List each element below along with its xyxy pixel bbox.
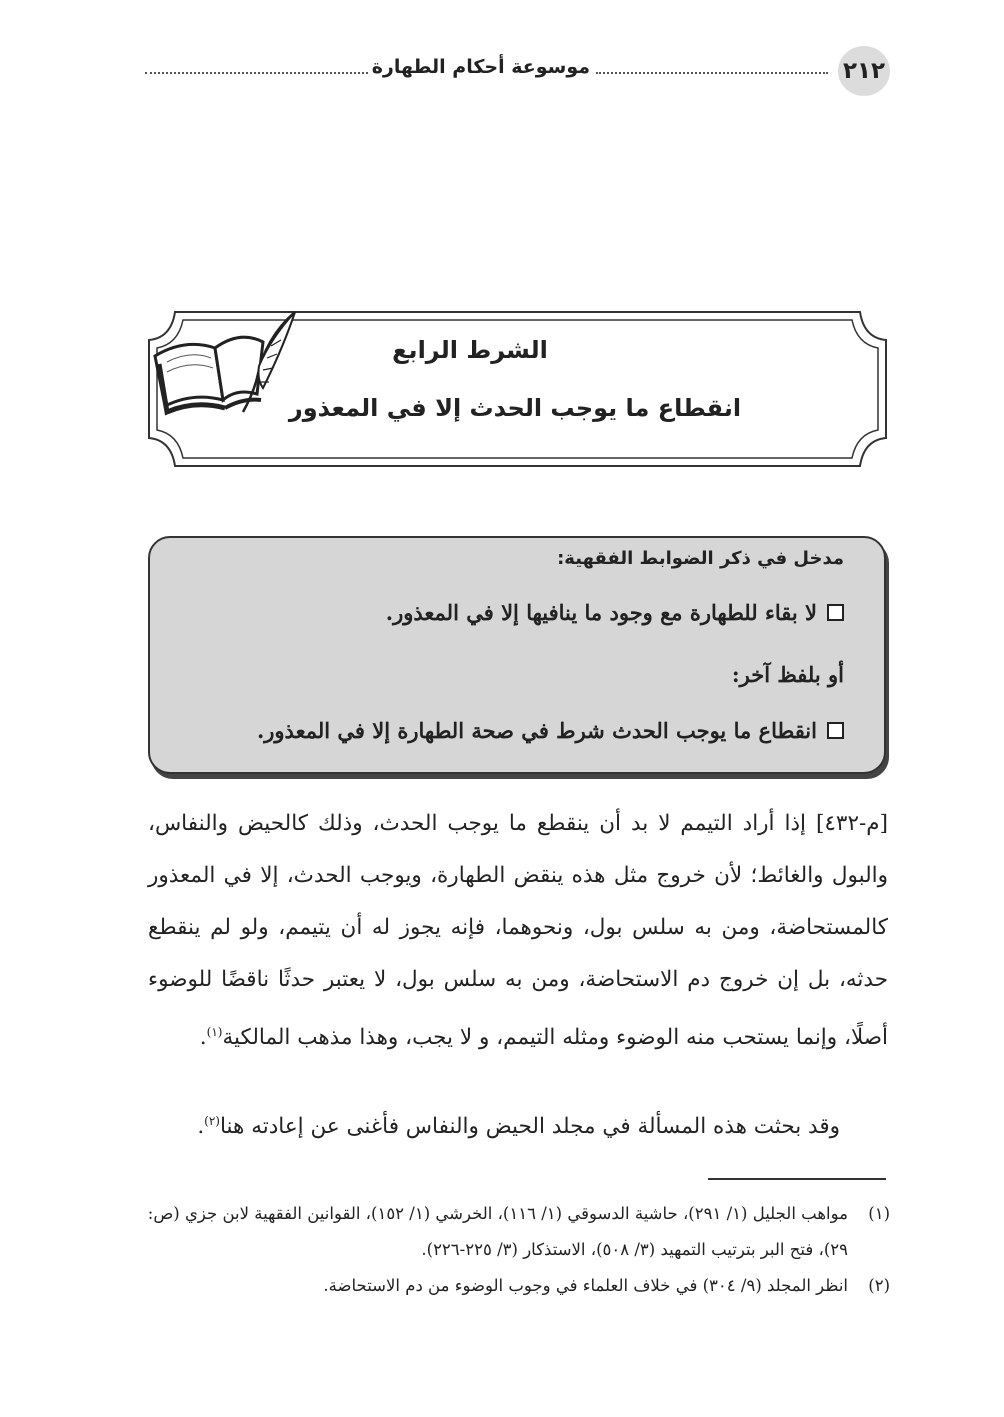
footnote-ref-1[interactable]: (١) — [206, 1025, 223, 1039]
footnote-text: انظر المجلد (٩/ ٣٠٤) في خلاف العلماء في وجوب الوضوء من دم الاستحاضة. — [323, 1276, 848, 1295]
para2-text: وقد بحثت هذه المسألة في مجلد الحيض والنفاس فأغنى عن إعادته هنا — [219, 1114, 840, 1140]
para1-end: . — [199, 1025, 207, 1051]
rules-heading: مدخل في ذكر الضوابط الفقهية: — [557, 548, 844, 569]
rule-text-1: لا بقاء للطهارة مع وجود ما ينافيها إلا في المعذور. — [385, 600, 817, 625]
footnote-ref-2[interactable]: (٢) — [204, 1114, 220, 1128]
footnote-number: (٢) — [868, 1276, 890, 1295]
alt-wording-label: أو بلفظ آخر: — [731, 662, 844, 687]
section-title: الشرط الرابع — [392, 336, 548, 364]
header-dotted-line-right — [596, 72, 828, 74]
page-header — [145, 46, 890, 96]
checkbox-square-icon — [827, 722, 844, 739]
header-dotted-line-left — [145, 72, 368, 74]
footnote-1 — [145, 1196, 890, 1268]
footnote-2 — [145, 1268, 890, 1304]
body-paragraph-2 — [148, 1114, 888, 1139]
rule-item-2 — [257, 718, 844, 743]
rule-item-1 — [386, 600, 844, 625]
section-subtitle: انقطاع ما يوجب الحدث إلا في المعذور — [288, 394, 742, 422]
footnotes — [145, 1196, 890, 1304]
footnote-divider — [708, 1178, 886, 1180]
para2-end: . — [197, 1114, 205, 1140]
rule-text-2: انقطاع ما يوجب الحدث شرط في صحة الطهارة إلا في المعذور. — [256, 718, 817, 743]
footnote-text: مواهب الجليل (١/ ٢٩١)، حاشية الدسوقي (١/ ١١٦)، الخرشي (١/ ١٥٢)، القوانين الفقهية لابن جزي (ص: ٢٩)، فتح البر بترتيب التمهيد (٣/ ٥٠٨)، الاستذكار (٣/ ٢٢٥-٢٢٦). — [147, 1204, 848, 1259]
section-title-frame — [145, 308, 890, 470]
checkbox-square-icon — [827, 604, 844, 621]
footnote-number: (١) — [868, 1204, 890, 1223]
page-number: ٢١٢ — [838, 46, 890, 96]
fiqh-rules-box — [148, 536, 886, 774]
header-title: موسوعة أحكام الطهارة — [371, 56, 590, 78]
body-paragraph-1 — [148, 798, 888, 1064]
para1-text: [م-٤٣٢] إذا أراد التيمم لا بد أن ينقطع ما يوجب الحدث، وذلك كالحيض والنفاس، والبول والغائط؛ لأن خروج مثل هذه ينقض الطهارة، ويوجب الحدث، إلا في المعذور كالمستحاضة، ومن به سلس بول، ونحوهما، فإنه يجوز له أن يتيمم، ولو لم ينقطع حدثه، بل إن خروج دم الاستحاضة، ومن به سلس بول، لا يعتبر حدثًا ناقضًا للوضوء أصلًا، وإنما يستحب منه الوضوء ومثله التيمم، و لا يجب، وهذا مذهب المالكية — [148, 811, 888, 1051]
